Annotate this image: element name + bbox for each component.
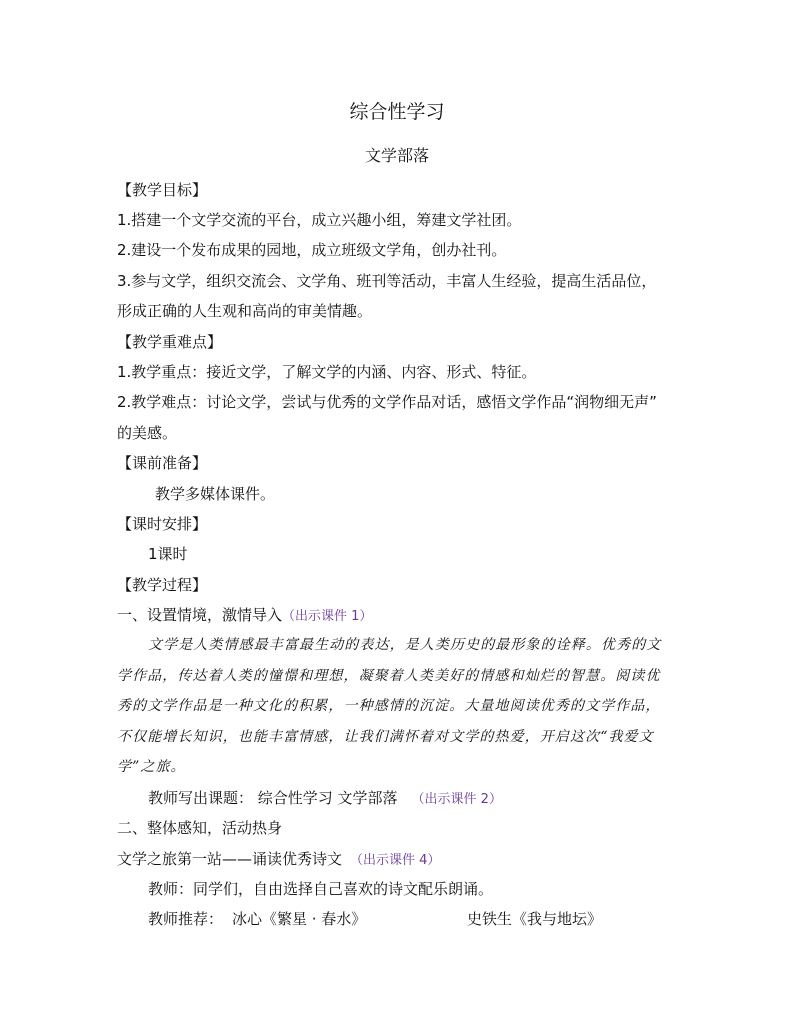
teacher-instruction: 教师：同学们，自由选择自己喜欢的诗文配乐朗诵。: [148, 880, 494, 898]
goal-item-continued: 形成正确的人生观和高尚的审美情趣。: [117, 302, 373, 320]
key-point-item: 1.教学重点：接近文学，了解文学的内涵、内容、形式、特征。: [117, 363, 537, 381]
recommend-item: 史铁生《我与地坛》: [467, 910, 603, 928]
schedule-text: 1课时: [148, 545, 188, 563]
section-heading-process: 【教学过程】: [117, 576, 208, 594]
goal-item: 2.建设一个发布成果的园地，成立班级文学角，创办社刊。: [117, 241, 507, 259]
key-point-item-continued: 的美感。: [117, 424, 178, 442]
page-subtitle: 文学部落: [364, 146, 429, 165]
goal-item: 3.参与文学，组织交流会、文学角、班刊等活动，丰富人生经验，提高生活品位，: [117, 272, 657, 290]
station-line: [117, 849, 440, 871]
recommend-item: 冰心《繁星 · 春水》: [232, 910, 367, 928]
intro-paragraph-line: 学”之旅。: [117, 759, 186, 775]
section-heading-goals: 【教学目标】: [117, 181, 208, 199]
teacher-title-line: [148, 788, 502, 810]
section-heading-schedule: 【课时安排】: [117, 515, 208, 533]
goal-item: 1.搭建一个文学交流的平台，成立兴趣小组，筹建文学社团。: [117, 211, 522, 229]
recommend-label: 教师推荐：: [148, 910, 224, 928]
intro-paragraph-line: 秀的文学作品是一种文化的积累，一种感情的沉淀。大量地阅读优秀的文学作品，: [117, 698, 661, 714]
teacher-title-text: 教师写出课题： 综合性学习 文学部落: [148, 789, 398, 807]
slide-note: （出示课件 2）: [411, 792, 502, 807]
station-text: 文学之旅第一站——诵读优秀诗文: [117, 850, 343, 868]
preparation-text: 教学多媒体课件。: [155, 485, 276, 503]
part1-heading-text: 一、设置情境，激情导入: [117, 606, 283, 624]
key-point-item: 2.教学难点：讨论文学，尝试与优秀的文学作品对话，感悟文学作品“润物细无声”: [117, 393, 657, 411]
part2-heading: 二、整体感知，活动热身: [117, 819, 283, 837]
slide-note: （出示课件 4）: [350, 853, 441, 868]
intro-paragraph-line: 学作品，传达着人类的憧憬和理想，凝聚着人类美好的情感和灿烂的智慧。阅读优: [117, 668, 661, 684]
intro-paragraph-line: 不仅能增长知识，也能丰富情感，让我们满怀着对文学的热爱，开启这次“我爱文: [117, 729, 654, 745]
slide-note: （出示课件 1）: [282, 609, 373, 624]
intro-paragraph-line: 文学是人类情感最丰富最生动的表达，是人类历史的最形象的诠释。优秀的文: [148, 637, 662, 653]
page-title: 综合性学习: [349, 101, 445, 123]
part1-heading: [117, 605, 372, 627]
section-heading-key-points: 【教学重难点】: [117, 333, 223, 351]
section-heading-preparation: 【课前准备】: [117, 454, 208, 472]
